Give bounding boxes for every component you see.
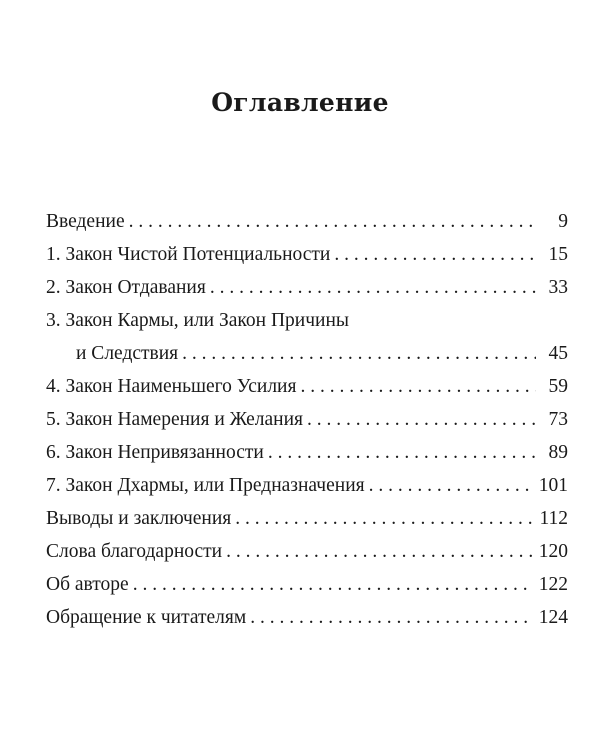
toc-entry-label: 3. Закон Кармы, или Закон Причины — [46, 310, 350, 331]
dot-leader — [369, 469, 533, 502]
toc-entry-label: 7. Закон Дхармы, или Предназначения — [46, 475, 365, 496]
toc-entry-acknowledgements — [46, 535, 568, 568]
toc-entry-chapter-7 — [46, 469, 568, 502]
toc-entry-chapter-3 — [46, 304, 568, 370]
toc-entry-page: 122 — [538, 574, 568, 595]
toc-entry-label: Выводы и заключения — [46, 508, 232, 529]
dot-leader — [235, 502, 533, 535]
dot-leader — [250, 601, 533, 634]
toc-entry-label: Об авторе — [46, 574, 129, 595]
page-title: Оглавление — [211, 88, 389, 117]
toc-entry-page: 101 — [538, 475, 568, 496]
toc-entry-label: 2. Закон Отдавания — [46, 277, 206, 298]
toc-entry-page: 15 — [548, 244, 568, 265]
toc-entry-page: 45 — [548, 343, 568, 364]
toc-entry-label: 4. Закон Наименьшего Усилия — [46, 376, 297, 397]
toc-entry-chapter-1 — [46, 238, 568, 271]
toc-entry-label: 5. Закон Намерения и Желания — [46, 409, 303, 430]
toc-entry-chapter-4 — [46, 370, 568, 403]
toc-entry-about-author — [46, 568, 568, 601]
dot-leader — [210, 271, 536, 304]
toc-entry-label: Введение — [46, 211, 125, 232]
toc-entry-chapter-2 — [46, 271, 568, 304]
dot-leader — [129, 205, 536, 238]
dot-leader — [133, 568, 533, 601]
toc-entry-page: 59 — [548, 376, 568, 397]
toc-entry-introduction — [46, 205, 568, 238]
dot-leader — [268, 436, 536, 469]
dot-leader — [182, 337, 536, 370]
toc-entry-page: 112 — [539, 508, 568, 529]
toc-entry-label: 6. Закон Непривязанности — [46, 442, 264, 463]
toc-entry-page: 89 — [548, 442, 568, 463]
toc-entry-page: 73 — [548, 409, 568, 430]
dot-leader — [226, 535, 533, 568]
dot-leader — [300, 370, 536, 403]
toc-entry-address-to-readers — [46, 601, 568, 634]
dot-leader — [334, 238, 536, 271]
toc-entry-chapter-6 — [46, 436, 568, 469]
toc-entry-label-continued: и Следствия — [76, 343, 179, 364]
table-of-contents — [46, 205, 568, 634]
toc-entry-page: 9 — [558, 211, 568, 232]
toc-entry-label: Обращение к читателям — [46, 607, 247, 628]
toc-entry-conclusions — [46, 502, 568, 535]
toc-entry-page: 33 — [548, 277, 568, 298]
dot-leader — [307, 403, 536, 436]
toc-entry-page: 120 — [538, 541, 568, 562]
toc-entry-page: 124 — [538, 607, 568, 628]
toc-entry-chapter-5 — [46, 403, 568, 436]
toc-entry-label: 1. Закон Чистой Потенциальности — [46, 244, 331, 265]
toc-entry-label: Слова благодарности — [46, 541, 223, 562]
